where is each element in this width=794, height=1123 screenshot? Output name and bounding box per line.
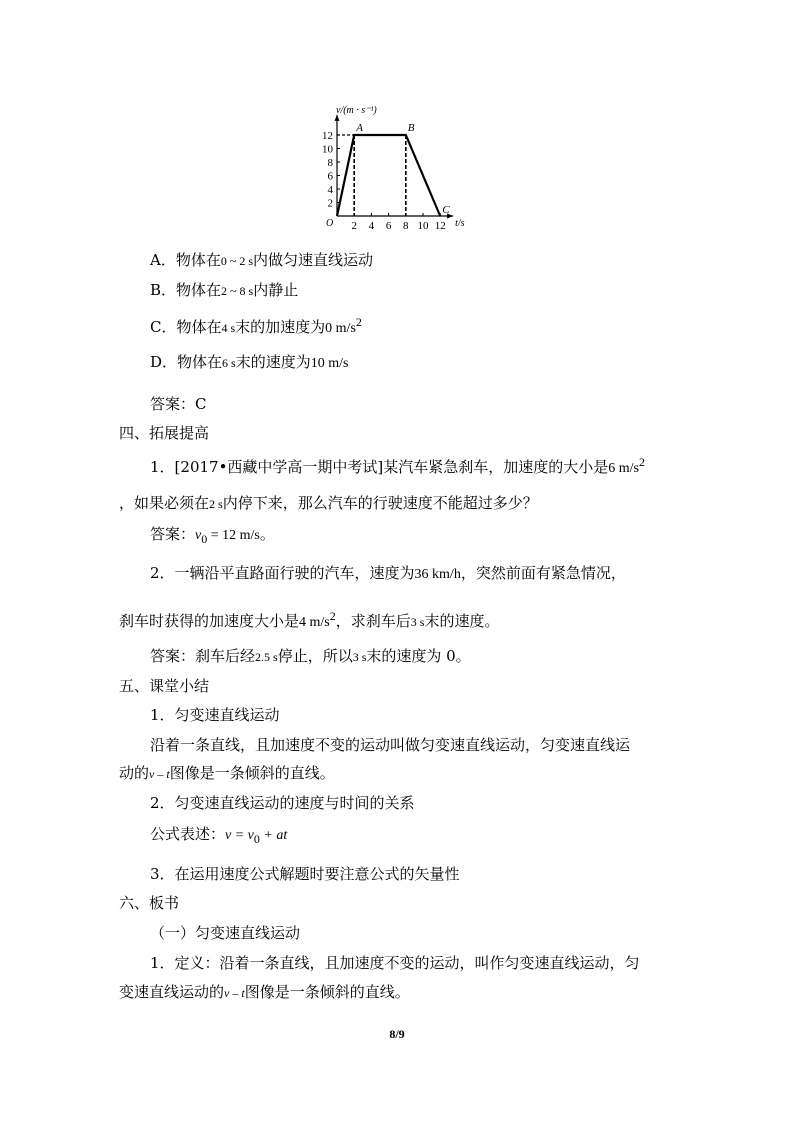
option-c-math2: 0 m/s	[325, 321, 356, 336]
chart-guides	[337, 135, 406, 216]
summary-para-2-math: v – t	[149, 767, 170, 781]
question-2-cont-mid: ，求刹车后	[335, 612, 411, 630]
question-2-cont-prefix: 刹车时获得的加速度大小是	[119, 612, 300, 630]
board-para-2-suffix: 图像是一条倾斜的直线。	[244, 983, 410, 1001]
option-a-suffix: 内做匀速直线运动	[253, 251, 374, 269]
summary-item-2: 2．匀变速直线运动的速度与时间的关系	[150, 794, 415, 812]
vt-chart	[0, 0, 794, 240]
y-axis-label: v/(m · s⁻¹)	[336, 104, 377, 116]
option-d	[150, 352, 348, 374]
answer-3-prefix: 答案：刹车后经	[150, 647, 256, 665]
y-tick-label: 2	[327, 197, 333, 210]
chart-ticks	[322, 130, 446, 232]
x-axis-label: t/s	[455, 218, 465, 229]
answer-2-sub: 0	[201, 532, 208, 546]
option-d-math2: 10 m/s	[310, 356, 349, 371]
board-item-1: （一）匀变速直线运动	[150, 924, 301, 942]
chart-series	[337, 135, 440, 216]
question-1-cont-prefix: ，如果必须在	[119, 494, 210, 512]
answer-2-prefix: 答案：	[150, 525, 196, 543]
question-2-cont-sup: 2	[329, 609, 336, 623]
answer-3-math: 2.5 s	[255, 650, 278, 664]
x-tick-label: 8	[403, 220, 409, 232]
y-tick-label: 8	[327, 157, 333, 169]
question-1-cont	[119, 493, 538, 514]
option-b-math: 2 ~ 8 s	[221, 284, 254, 298]
question-2-prefix: 2．一辆沿平直路面行驶的汽车，速度为	[150, 564, 415, 582]
option-d-prefix: D．物体在	[150, 353, 223, 371]
answer-1: 答案：C	[150, 395, 207, 413]
question-1-math: 6 m/s	[608, 461, 640, 476]
option-b-suffix: 内静止	[253, 281, 299, 299]
option-a-prefix: A．物体在	[150, 251, 221, 269]
board-para-2-prefix: 变速直线运动的	[119, 983, 225, 1001]
y-tick-label: 6	[327, 170, 333, 183]
formula-rest: + at	[259, 828, 288, 843]
option-c-math1: 4 s	[221, 321, 236, 335]
origin-label: O	[326, 218, 334, 229]
board-para-2-math: v – t	[224, 986, 245, 1000]
question-1	[150, 452, 645, 479]
y-tick-label: 4	[327, 184, 333, 196]
option-a	[150, 250, 373, 271]
y-tick-label: 12	[322, 130, 333, 142]
formula-line	[150, 824, 287, 849]
section-6-heading: 六、板书	[119, 894, 180, 912]
option-a-math: 0 ~ 2 s	[220, 254, 254, 268]
x-tick-label: 12	[434, 220, 446, 232]
x-tick-label: 6	[385, 220, 392, 232]
board-para-1: 1．定义：沿着一条直线，且加速度不变的运动，叫作匀变速直线运动，匀	[150, 954, 640, 972]
answer-2-suffix: 。	[259, 525, 275, 543]
summary-para-1: 沿着一条直线，且加速度不变的运动叫做匀变速直线运动，匀变速直线运	[150, 736, 631, 754]
page-number: 8/9	[389, 1027, 405, 1041]
answer-3-mid: 停止，所以	[277, 647, 353, 665]
answer-3	[150, 646, 471, 667]
summary-para-2-prefix: 动的	[119, 764, 150, 782]
option-c-sup: 2	[355, 315, 362, 329]
summary-para-2	[119, 763, 335, 784]
answer-2-eq: = 12 m/s	[207, 528, 260, 543]
question-2-cont-math2: 3 s	[410, 615, 425, 629]
summary-para-2-suffix: 图像是一条倾斜的直线。	[169, 764, 335, 782]
series-line	[337, 135, 440, 216]
x-tick-label: 4	[368, 220, 375, 232]
point-label-c: C	[442, 204, 450, 216]
x-tick-label: 2	[351, 220, 357, 232]
option-c-prefix: C．物体在	[150, 318, 222, 336]
question-2-cont	[119, 606, 499, 633]
point-label-a: A	[356, 122, 363, 134]
option-d-mid: 末的速度为	[235, 353, 311, 371]
question-1-sup: 2	[639, 455, 646, 469]
question-1-text: 1．[2017•西藏中学高一期中考试]某汽车紧急刹车，加速度的大小是	[150, 458, 609, 476]
x-tick-label: 10	[417, 220, 429, 232]
formula-sub: 0	[253, 832, 260, 846]
answer-3-math2: 3 s	[352, 650, 367, 664]
question-2-cont-math: 4 m/s	[299, 615, 330, 630]
board-para-2	[119, 982, 410, 1003]
question-2	[150, 563, 626, 585]
answer-2-var: v	[195, 528, 202, 543]
answer-3-suffix: 末的速度为 0。	[366, 647, 471, 665]
section-4-heading: 四、拓展提高	[119, 424, 210, 442]
section-5-heading: 五、课堂小结	[119, 677, 210, 695]
point-label-b: B	[407, 122, 415, 134]
formula-lhs: v = v	[225, 828, 254, 843]
option-c-mid: 末的加速度为	[235, 318, 326, 336]
question-2-suffix: ，突然前面有紧急情况，	[460, 564, 626, 582]
option-c	[150, 312, 362, 339]
formula-prefix: 公式表述：	[150, 825, 226, 843]
option-b	[150, 280, 298, 301]
option-b-prefix: B．物体在	[150, 281, 222, 299]
question-2-math: 36 km/h	[414, 567, 461, 582]
summary-item-3: 3．在运用速度公式解题时要注意公式的矢量性	[150, 865, 460, 883]
answer-2	[150, 524, 275, 549]
question-1-cont-math: 2 s	[209, 497, 223, 511]
summary-item-1: 1．匀变速直线运动	[150, 706, 280, 724]
y-tick-label: 10	[322, 143, 333, 156]
option-d-math1: 6 s	[222, 356, 236, 370]
question-1-cont-suffix: 内停下来，那么汽车的行驶速度不能超过多少？	[222, 494, 538, 512]
question-2-cont-suffix: 末的速度。	[424, 612, 500, 630]
